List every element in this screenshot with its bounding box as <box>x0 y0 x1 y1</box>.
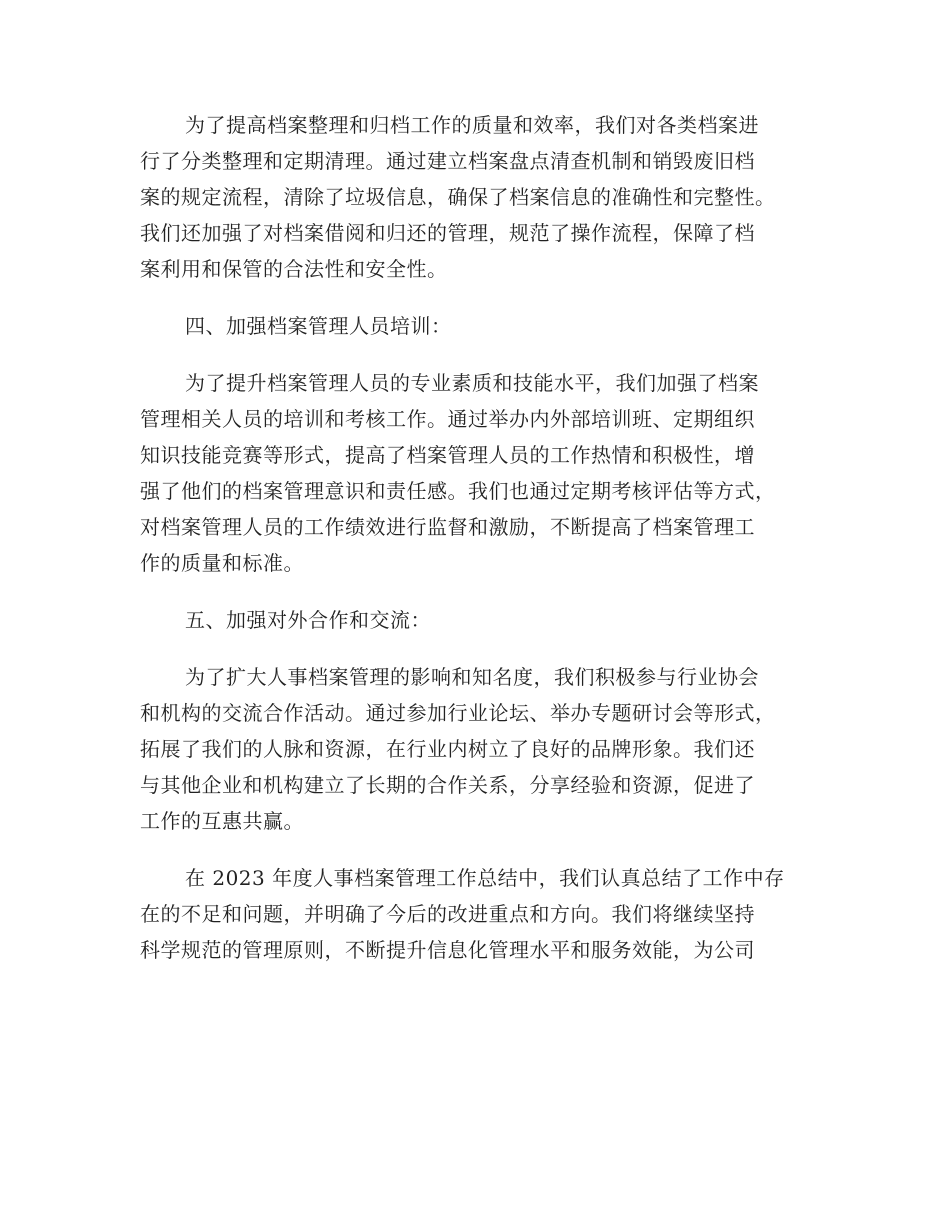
text-line: 我们还加强了对档案借阅和归还的管理，规范了操作流程，保障了档 <box>140 221 755 245</box>
text-line: 与其他企业和机构建立了长期的合作关系，分享经验和资源，促进了 <box>140 773 755 797</box>
text-line: 作的质量和标准。 <box>140 551 304 575</box>
text-line: 强了他们的档案管理意识和责任感。我们也通过定期考核评估等方式， <box>140 479 776 503</box>
paragraph-annual-summary <box>140 860 830 968</box>
text-line: 知识技能竞赛等形式，提高了档案管理人员的工作热情和积极性，增 <box>140 443 755 467</box>
paragraph-gap <box>140 581 830 602</box>
paragraph-external-cooperation <box>140 659 830 839</box>
text-line: 案利用和保管的合法性和安全性。 <box>140 257 448 281</box>
section-heading-four <box>140 308 830 344</box>
text-line: 为了提高档案整理和归档工作的质量和效率，我们对各类档案进 <box>185 113 759 137</box>
text-line: 管理相关人员的培训和考核工作。通过举办内外部培训班、定期组织 <box>140 407 755 431</box>
text-line: 为了提升档案管理人员的专业素质和技能水平，我们加强了档案 <box>185 371 759 395</box>
section-heading: 四、加强档案管理人员培训： <box>185 314 452 338</box>
text-line: 案的规定流程，清除了垃圾信息，确保了档案信息的准确性和完整性。 <box>140 185 776 209</box>
text-line: 在 2023 年度人事档案管理工作总结中，我们认真总结了工作中存 <box>185 866 785 890</box>
paragraph-gap <box>140 638 830 659</box>
paragraph-gap <box>140 287 830 308</box>
text-line: 行了分类整理和定期清理。通过建立档案盘点清查机制和销毁废旧档 <box>140 149 755 173</box>
text-line: 为了扩大人事档案管理的影响和知名度，我们积极参与行业协会 <box>185 665 759 689</box>
paragraph-archive-organization <box>140 107 830 287</box>
text-line: 拓展了我们的人脉和资源，在行业内树立了良好的品牌形象。我们还 <box>140 737 755 761</box>
paragraph-gap <box>140 344 830 365</box>
paragraph-gap <box>140 839 830 860</box>
text-line: 科学规范的管理原则，不断提升信息化管理水平和服务效能，为公司 <box>140 938 755 962</box>
paragraph-staff-training <box>140 365 830 581</box>
text-line: 在的不足和问题，并明确了今后的改进重点和方向。我们将继续坚持 <box>140 902 755 926</box>
text-line: 和机构的交流合作活动。通过参加行业论坛、举办专题研讨会等形式， <box>140 701 776 725</box>
section-heading-five <box>140 602 830 638</box>
section-heading: 五、加强对外合作和交流： <box>185 608 431 632</box>
text-line: 对档案管理人员的工作绩效进行监督和激励，不断提高了档案管理工 <box>140 515 755 539</box>
text-line: 工作的互惠共赢。 <box>140 809 304 833</box>
